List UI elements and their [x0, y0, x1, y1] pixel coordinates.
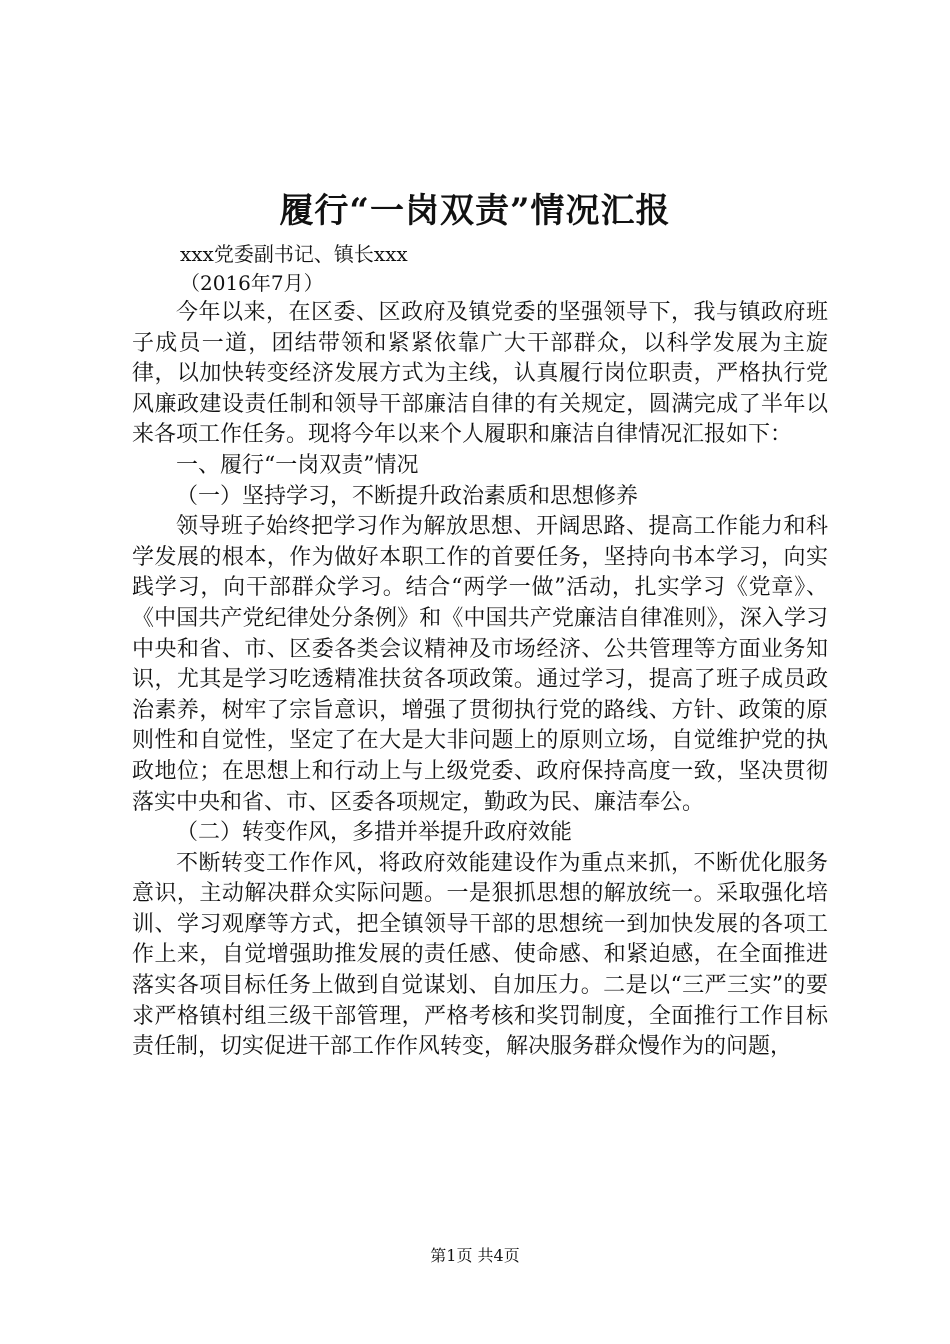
page-footer: 第1页 共4页: [430, 1246, 520, 1265]
date-line: （2016年7月）: [180, 271, 324, 295]
intro-paragraph: 今年以来，在区委、区政府及镇党委的坚强领导下，我与镇政府班子成员一道，团结带领和紧紧依靠广大干部群众，以科学发展为主旋律，以加快转变经济发展方式为主线，认真履行岗位职责，严格执行党风廉政建设责任制和领导干部廉洁自律的有关规定，圆满完成了半年以来各项工作任务。现将今年以来个人履职和廉洁自律情况汇报如下：: [132, 300, 828, 448]
document-title: 履行“一岗双责”情况汇报: [279, 191, 671, 231]
author-line: xxx党委副书记、镇长xxx: [180, 242, 408, 266]
body-paragraph-1: 领导班子始终把学习作为解放思想、开阔思路、提高工作能力和科学发展的根本，作为做好本职工作的首要任务，坚持向书本学习，向实践学习，向干部群众学习。结合“两学一做”活动，扎实学习《党章》、《中国共产党纪律处分条例》和《中国共产党廉洁自律准则》，深入学习中央和省、市、区委各类会议精神及市场经济、公共管理等方面业务知识，尤其是学习吃透精准扶贫各项政策。通过学习，提高了班子成员政治素养，树牢了宗旨意识，增强了贯彻执行党的路线、方针、政策的原则性和自觉性，坚定了在大是大非问题上的原则立场，自觉维护党的执政地位；在思想上和行动上与上级党委、政府保持高度一致，坚决贯彻落实中央和省、市、区委各项规定，勤政为民、廉洁奉公。: [132, 514, 828, 815]
subsection-heading-1: （一）坚持学习，不断提升政治素质和思想修养: [176, 483, 639, 509]
subsection-heading-2: （二）转变作风，多措并举提升政府效能: [176, 820, 573, 846]
section-heading-1: 一、履行“一岗双责”情况: [176, 452, 419, 478]
document-body: [132, 298, 828, 1063]
body-paragraph-2: 不断转变工作作风，将政府效能建设作为重点来抓，不断优化服务意识，主动解决群众实际问题。一是狠抓思想的解放统一。采取强化培训、学习观摩等方式，把全镇领导干部的思想统一到加快发展的各项工作上来，自觉增强助推发展的责任感、使命感、和紧迫感，在全面推进落实各项目标任务上做到自觉谋划、自加压力。二是以“三严三实”的要求严格镇村组三级干部管理，严格考核和奖罚制度，全面推行工作目标责任制，切实促进干部工作作风转变，解决服务群众慢作为的问题，: [132, 850, 828, 1060]
